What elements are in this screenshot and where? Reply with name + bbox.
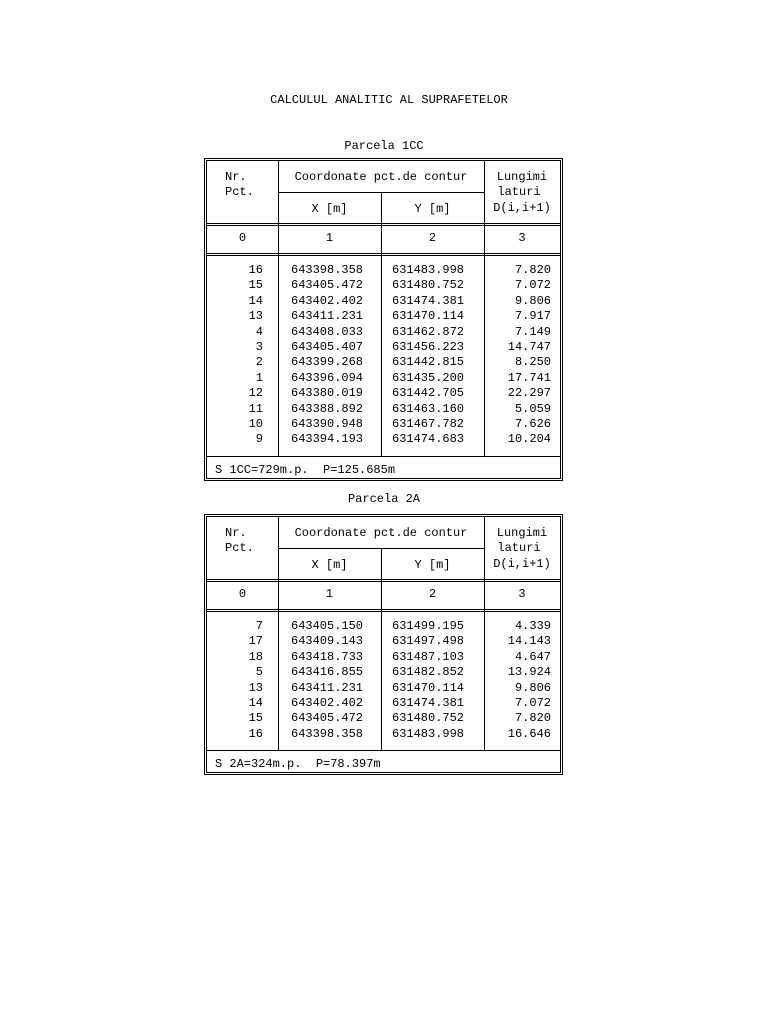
column-divider (278, 517, 279, 750)
side-length: 7.820 (514, 711, 551, 726)
side-length: 7.917 (514, 309, 551, 324)
coord-y: 631482.852 (392, 665, 465, 680)
coord-y: 631480.752 (392, 711, 465, 726)
coord-x: 643394.193 (291, 432, 364, 447)
point-number: 1 (255, 370, 263, 385)
side-length: 13.924 (507, 665, 551, 680)
header-lungimi: Lungimi (496, 170, 548, 184)
coord-y: 631435.200 (392, 370, 465, 385)
point-number: 11 (248, 401, 263, 416)
point-number: 16 (248, 263, 263, 277)
index-col-0: 0 (238, 231, 247, 245)
header-subdivider (278, 548, 484, 549)
header-nr: Nr. (225, 170, 247, 184)
point-number: 12 (248, 386, 263, 401)
side-length: 7.149 (514, 324, 551, 339)
coord-x: 643402.402 (291, 293, 364, 308)
point-number: 16 (248, 726, 263, 741)
header-coordinates: Coordonate pct.de contur (294, 526, 468, 540)
side-length: 16.646 (507, 726, 551, 741)
parcel-table (204, 158, 563, 481)
coord-x: 643388.892 (291, 401, 364, 416)
header-laturi: laturi (497, 185, 541, 199)
point-number: 14 (248, 696, 263, 710)
header-pct: Pct. (225, 185, 254, 199)
header-x: X [m] (311, 202, 348, 216)
coord-y: 631499.195 (392, 619, 465, 633)
coord-y: 631483.998 (392, 726, 465, 741)
parcel-title: Parcela 2A (347, 492, 420, 506)
point-number: 5 (255, 665, 263, 680)
header-x: X [m] (311, 558, 348, 572)
side-length: 7.820 (514, 263, 551, 277)
coord-y: 631497.498 (392, 634, 465, 649)
coord-y: 631463.160 (392, 401, 465, 416)
coord-x: 643405.407 (291, 340, 364, 354)
header-coordinates: Coordonate pct.de contur (294, 170, 468, 184)
coord-y: 631462.872 (392, 324, 465, 339)
index-col-0: 0 (238, 587, 247, 601)
side-length: 8.250 (514, 355, 551, 370)
summary-divider (207, 750, 560, 751)
coord-y: 631470.114 (392, 680, 465, 695)
point-number: 4 (255, 324, 263, 339)
header-subdivider (278, 192, 484, 193)
index-col-2: 2 (428, 231, 437, 245)
coord-x: 643402.402 (291, 696, 364, 710)
coord-y: 631474.683 (392, 432, 465, 447)
side-length: 17.741 (507, 370, 551, 385)
parcel-summary: S 1CC=729m.p. P=125.685m (215, 462, 396, 477)
point-number: 7 (255, 619, 263, 633)
header-laturi: laturi (497, 541, 541, 555)
coord-y: 631474.381 (392, 696, 465, 710)
side-length: 9.806 (514, 680, 551, 695)
coord-y: 631470.114 (392, 309, 465, 324)
parcel-summary: S 2A=324m.p. P=78.397m (215, 757, 381, 772)
index-col-1: 1 (325, 231, 334, 245)
coord-x: 643405.150 (291, 619, 364, 633)
point-number: 15 (248, 711, 263, 726)
point-number: 14 (248, 293, 263, 308)
summary-divider (207, 456, 560, 457)
point-number: 13 (248, 309, 263, 324)
side-length: 9.806 (514, 293, 551, 308)
coord-x: 643416.855 (291, 665, 364, 680)
coord-x: 643399.268 (291, 355, 364, 370)
header-y: Y [m] (414, 202, 451, 216)
side-length: 5.059 (514, 401, 551, 416)
coord-y: 631474.381 (392, 293, 465, 308)
point-number: 3 (255, 340, 263, 354)
coord-y: 631487.103 (392, 649, 465, 664)
parcel-title: Parcela 1CC (344, 139, 424, 153)
side-length: 7.072 (514, 278, 551, 293)
side-length: 22.297 (507, 386, 551, 401)
header-d: D(i,i+1) (493, 201, 551, 215)
coord-x: 643408.033 (291, 324, 364, 339)
header-lungimi: Lungimi (496, 526, 548, 540)
side-length: 14.143 (507, 634, 551, 649)
coord-x: 643411.231 (291, 680, 364, 695)
parcel-table (204, 514, 563, 775)
header-pct: Pct. (225, 541, 254, 555)
coord-x: 643398.358 (291, 726, 364, 741)
index-divider (207, 609, 560, 612)
side-length: 10.204 (507, 432, 551, 447)
coord-x: 643390.948 (291, 417, 364, 431)
side-length: 4.339 (514, 619, 551, 633)
coord-y: 631456.223 (392, 340, 465, 354)
coord-y: 631483.998 (392, 263, 465, 277)
side-length: 7.072 (514, 696, 551, 710)
coord-x: 643409.143 (291, 634, 364, 649)
coord-x: 643396.094 (291, 370, 364, 385)
coord-x: 643418.733 (291, 649, 364, 664)
coord-x: 643405.472 (291, 711, 364, 726)
coord-x: 643380.019 (291, 386, 364, 401)
index-col-3: 3 (518, 587, 526, 601)
point-number: 2 (255, 355, 263, 370)
point-number: 10 (248, 417, 263, 431)
coord-y: 631480.752 (392, 278, 465, 293)
header-y: Y [m] (414, 558, 451, 572)
coord-y: 631442.815 (392, 355, 465, 370)
header-nr: Nr. (225, 526, 247, 540)
coord-y: 631442.705 (392, 386, 465, 401)
point-number: 13 (248, 680, 263, 695)
header-divider (207, 579, 560, 582)
index-col-3: 3 (518, 231, 526, 245)
coord-x: 643398.358 (291, 263, 364, 277)
index-divider (207, 253, 560, 256)
coord-x: 643411.231 (291, 309, 364, 324)
point-number: 9 (255, 432, 263, 447)
point-number: 18 (248, 649, 263, 664)
index-col-2: 2 (428, 587, 437, 601)
header-divider (207, 223, 560, 226)
side-length: 7.626 (514, 417, 551, 431)
coord-x: 643405.472 (291, 278, 364, 293)
side-length: 4.647 (514, 649, 551, 664)
coord-y: 631467.782 (392, 417, 465, 431)
point-number: 15 (248, 278, 263, 293)
index-col-1: 1 (325, 587, 334, 601)
side-length: 14.747 (507, 340, 551, 354)
point-number: 17 (248, 634, 263, 649)
header-d: D(i,i+1) (493, 557, 551, 571)
document-title: CALCULUL ANALITIC AL SUPRAFETELOR (270, 93, 508, 107)
